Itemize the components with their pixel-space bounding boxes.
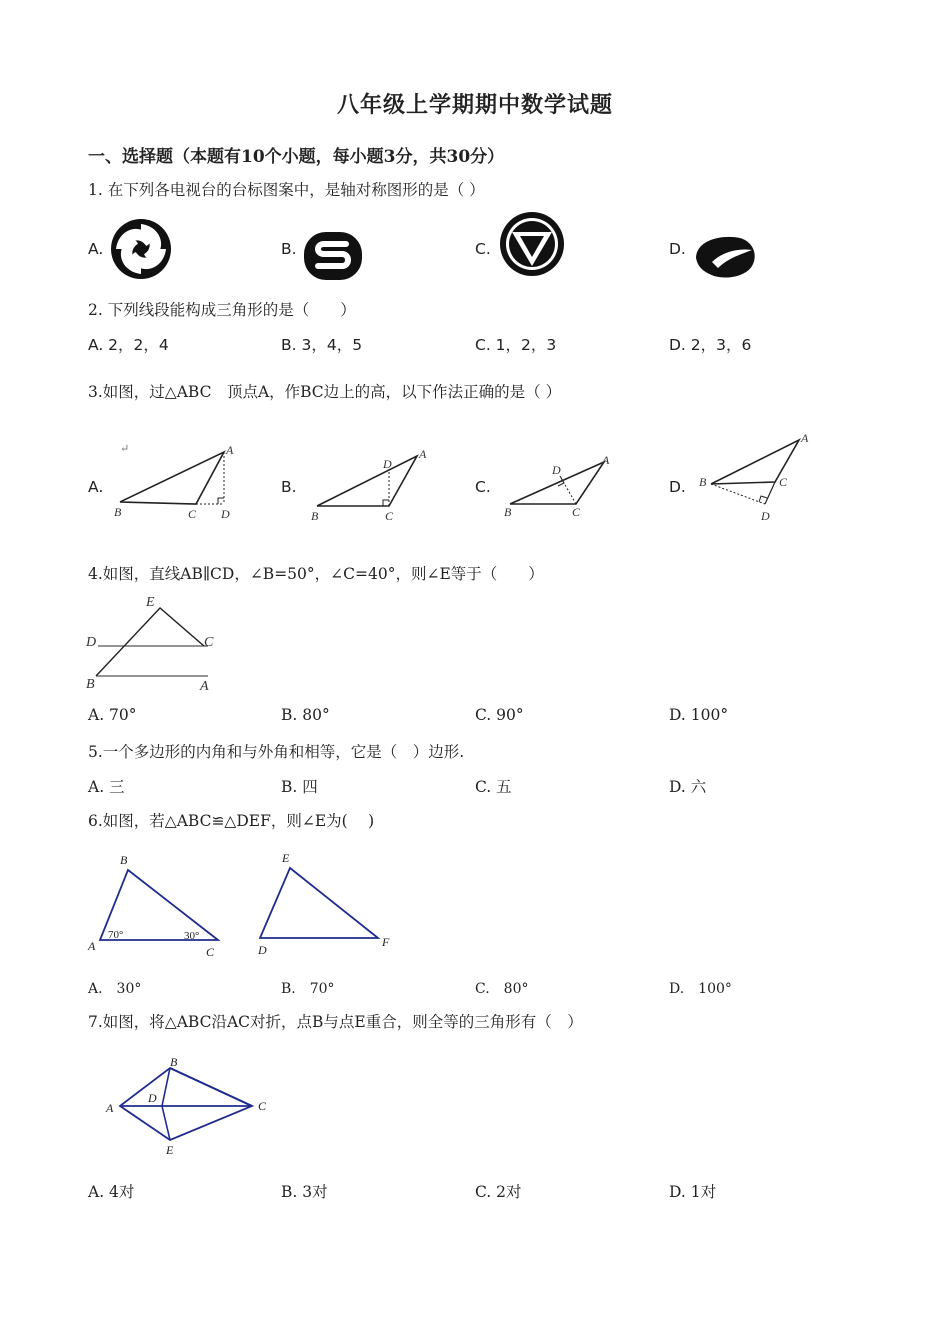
page-title: 八年级上学期期中数学试题: [336, 92, 613, 118]
q7-option-b: B. 3对: [281, 1183, 328, 1201]
label-b: B: [311, 509, 319, 523]
label-b: B: [504, 505, 512, 519]
q1-option-b: B.: [281, 240, 297, 258]
q4-option-c: C. 90°: [475, 706, 524, 724]
label-e: E: [146, 595, 155, 610]
q5-option-c: C. 五: [475, 778, 512, 796]
q7-option-d: D. 1对: [669, 1183, 717, 1201]
return-mark: ↵: [120, 442, 130, 455]
label-c: C: [188, 507, 197, 521]
q3-option-d: D.: [669, 478, 686, 496]
q4-option-a: A. 70°: [88, 706, 137, 724]
q3-figure-b: [305, 444, 445, 524]
question-4-stem: 4.如图，直线AB∥CD，∠B=50°，∠C=40°，则∠E等于（ ）: [88, 565, 544, 583]
label-c: C: [572, 505, 581, 519]
question-7-stem: 7.如图，将△ABC沿AC对折，点B与点E重合，则全等的三角形有（ ）: [88, 1013, 583, 1031]
label-d: D: [761, 509, 770, 523]
label-e: E: [166, 1143, 174, 1157]
q3-figure-d: [695, 428, 825, 524]
q6-option-a: A. 30°: [88, 981, 142, 997]
q4-option-b: B. 80°: [281, 706, 330, 724]
label-d: D: [258, 943, 267, 957]
label-f: F: [382, 935, 390, 949]
label-d: D: [221, 507, 230, 521]
q3-figure-a: [108, 440, 248, 522]
question-1-stem: 1. 在下列各电视台的台标图案中，是轴对称图形的是（ ）: [88, 181, 485, 199]
label-d: D: [383, 457, 392, 471]
angle-a-label: 70°: [108, 929, 124, 941]
label-b: B: [699, 475, 707, 489]
label-e: E: [282, 851, 290, 865]
q1-option-c: C.: [475, 240, 491, 258]
q3-figure-c: [498, 452, 628, 524]
q1-option-a: A.: [88, 240, 104, 258]
label-a: A: [419, 447, 427, 461]
q4-figure: [84, 590, 224, 694]
q2-option-d: D. 2，3，6: [669, 336, 752, 354]
q7-figure: [100, 1050, 280, 1160]
q2-option-c: C. 1，2，3: [475, 336, 557, 354]
label-a: A: [602, 453, 610, 467]
label-c: C: [206, 945, 215, 959]
q1-option-d: D.: [669, 240, 686, 258]
question-5-stem: 5.一个多边形的内角和与外角和相等，它是（ ）边形.: [88, 743, 465, 761]
label-c: C: [779, 475, 788, 489]
question-3-stem: 3.如图，过△ABC 顶点A，作BC边上的高，以下作法正确的是（ ）: [88, 383, 562, 401]
angle-c-label: 30°: [184, 930, 200, 942]
q3-option-c: C.: [475, 478, 491, 496]
v-circle-logo-icon: [498, 210, 566, 278]
q3-option-a: A.: [88, 478, 104, 496]
leaf-logo-icon: [692, 232, 758, 280]
label-c: C: [204, 635, 214, 650]
q7-option-c: C. 2对: [475, 1183, 522, 1201]
label-a: A: [88, 939, 96, 953]
q7-option-a: A. 4对: [88, 1183, 135, 1201]
label-d: D: [552, 463, 561, 477]
label-b: B: [114, 505, 122, 519]
label-c: C: [385, 509, 394, 523]
question-6-stem: 6.如图，若△ABC≌△DEF，则∠E为( ): [88, 812, 375, 830]
q6-option-b: B. 70°: [281, 981, 335, 997]
label-a: A: [200, 679, 209, 694]
q2-option-a: A. 2，2，4: [88, 336, 169, 354]
q6-option-c: C. 80°: [475, 981, 529, 997]
label-d: D: [86, 635, 97, 650]
label-b: B: [120, 853, 128, 867]
q4-option-d: D. 100°: [669, 706, 729, 724]
label-b: B: [170, 1055, 178, 1069]
q6-option-d: D. 100°: [669, 981, 732, 997]
swirl-logo-icon: [108, 216, 174, 282]
label-c: C: [258, 1099, 267, 1113]
section-heading: 一、选择题（本题有10个小题，每小题3分，共30分）: [88, 147, 505, 167]
label-a: A: [106, 1101, 114, 1115]
q6-figure: [84, 850, 404, 962]
q2-option-b: B. 3，4，5: [281, 336, 363, 354]
q3-option-b: B.: [281, 478, 297, 496]
q5-option-d: D. 六: [669, 778, 707, 796]
label-b: B: [86, 677, 95, 692]
q5-option-a: A. 三: [88, 778, 125, 796]
question-2-stem: 2. 下列线段能构成三角形的是（ ）: [88, 301, 356, 319]
label-d: D: [148, 1091, 157, 1105]
label-a: A: [226, 443, 234, 457]
q5-option-b: B. 四: [281, 778, 318, 796]
label-a: A: [801, 431, 809, 445]
s-logo-icon: [302, 230, 364, 282]
